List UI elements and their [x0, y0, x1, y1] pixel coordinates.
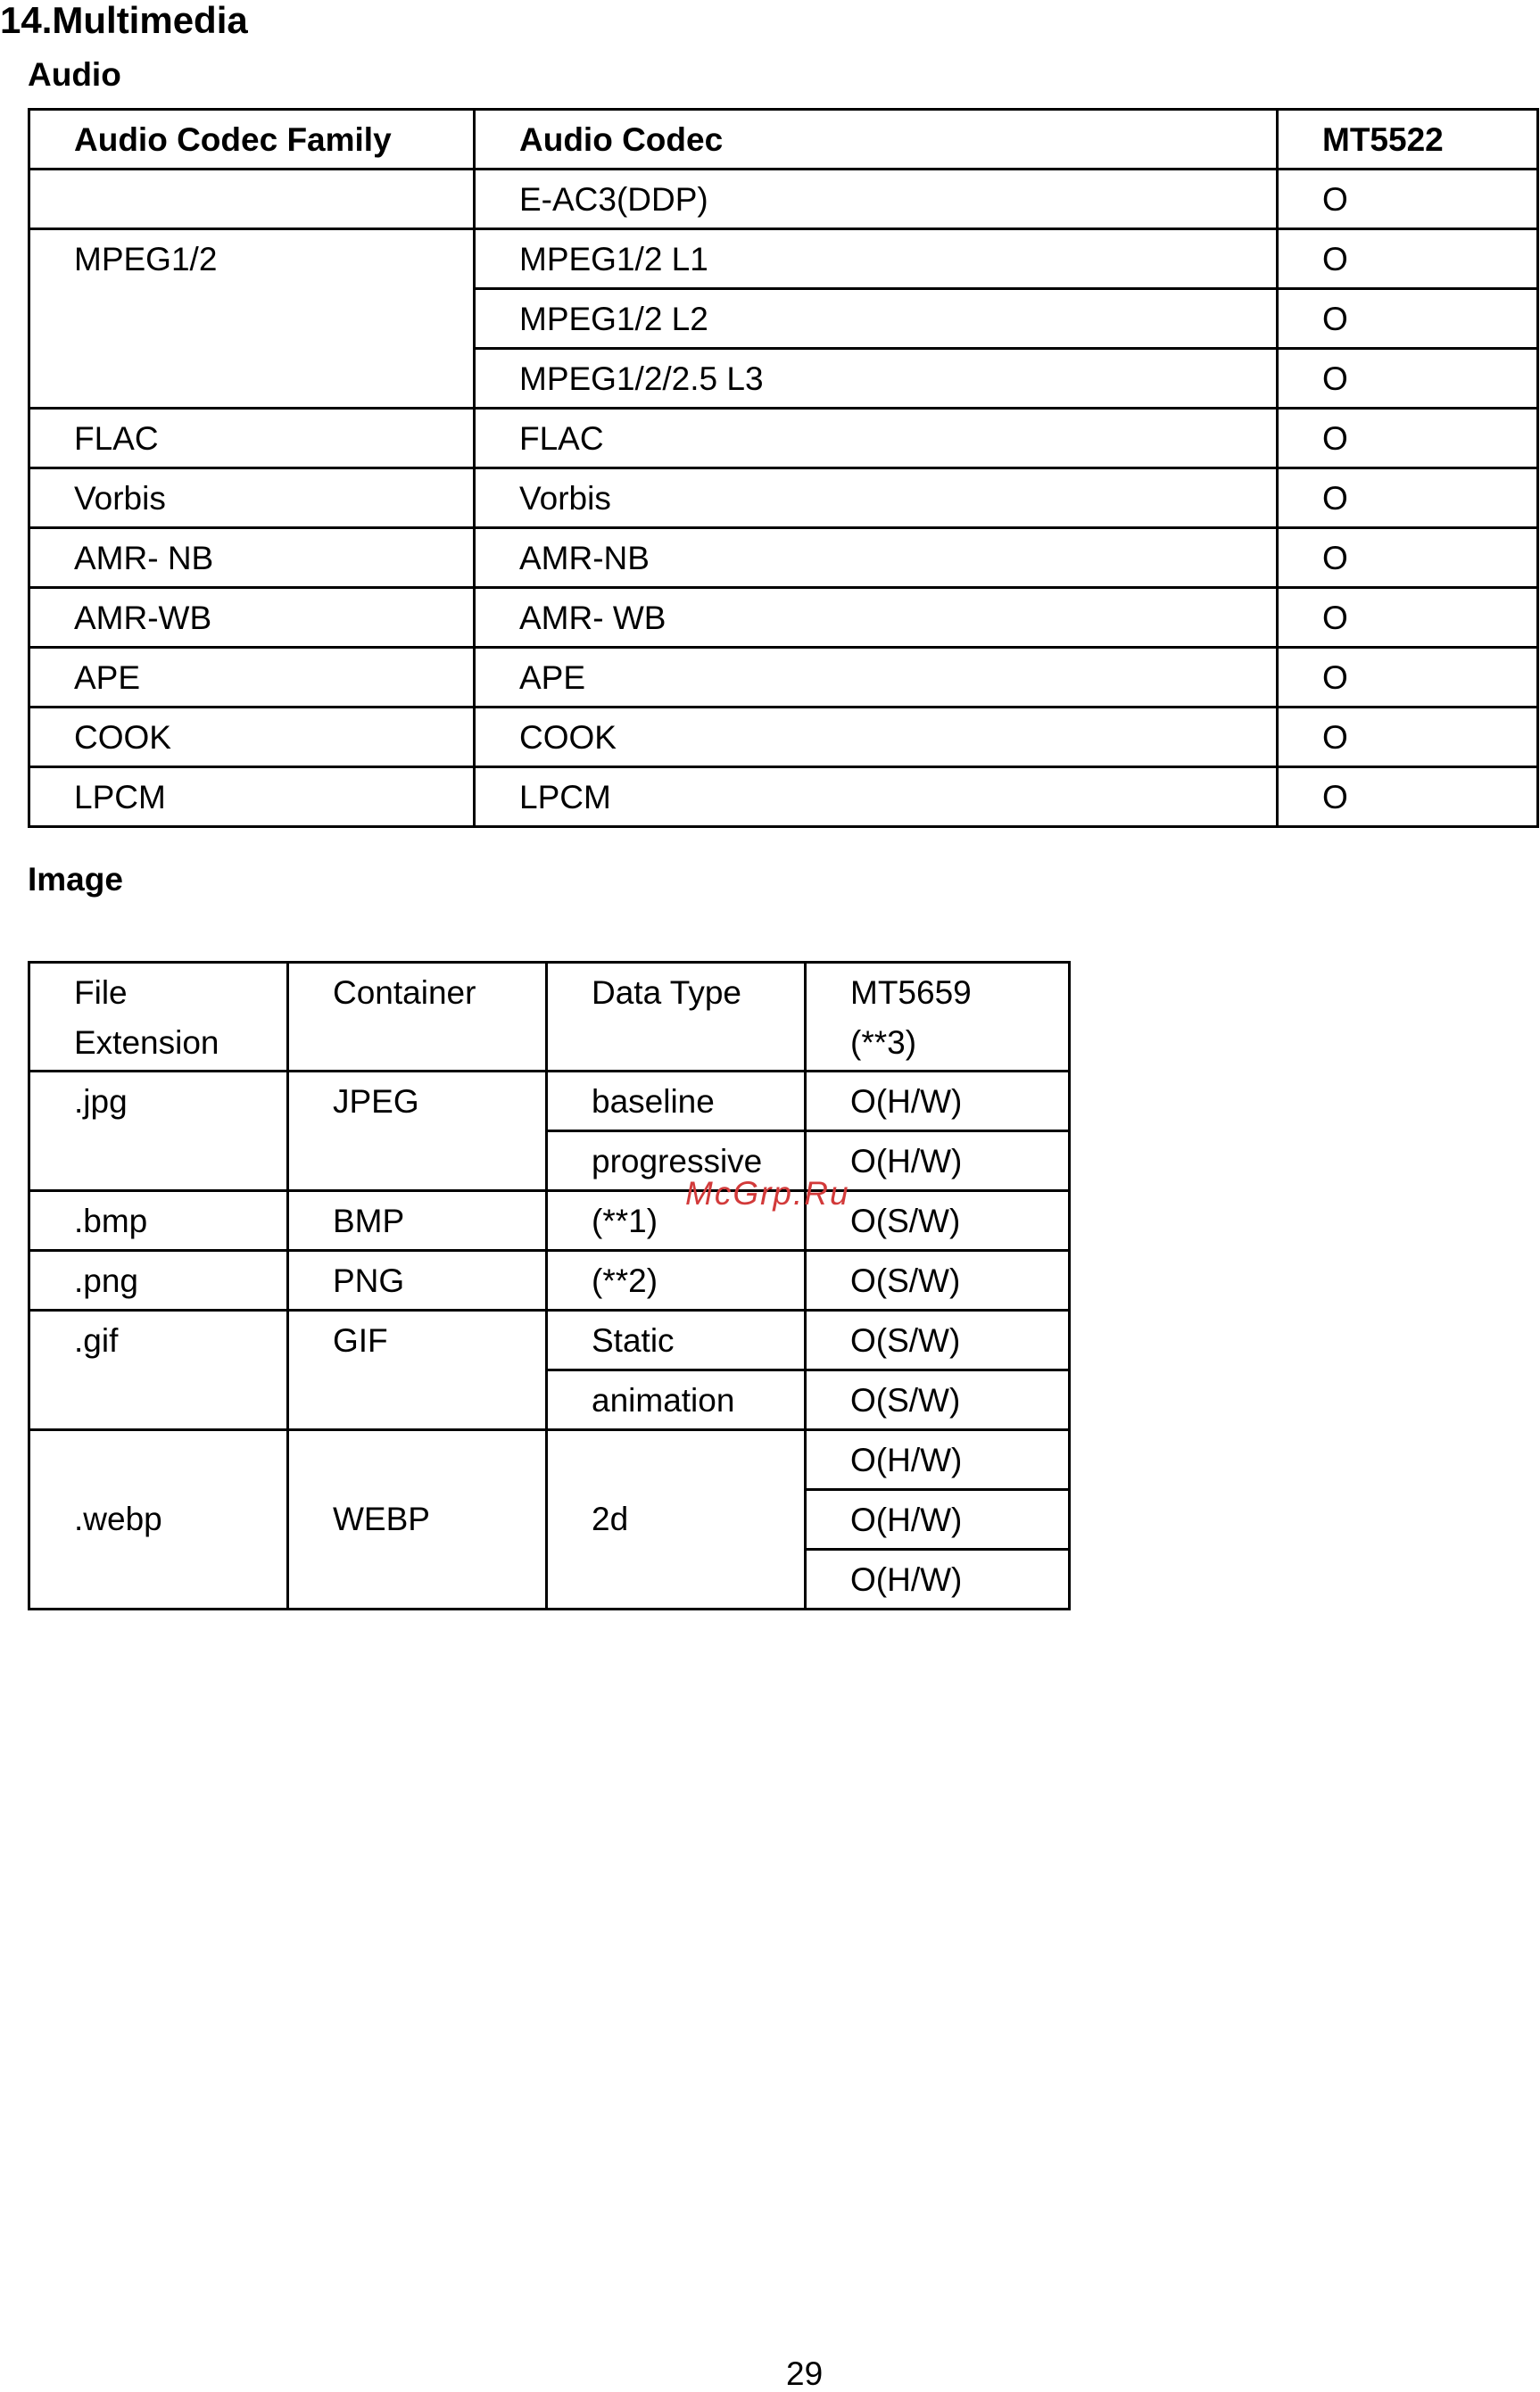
support-cell: O(S/W) [806, 1191, 1070, 1251]
table-row [29, 1251, 1070, 1311]
data-type-cell: (**1) [547, 1191, 806, 1251]
container-cell: GIF [288, 1311, 547, 1430]
table-row [29, 409, 1538, 468]
codec-cell: AMR-NB [475, 528, 1278, 588]
table-row [29, 528, 1538, 588]
support-cell: O [1278, 409, 1538, 468]
header-file-extension [29, 963, 288, 1072]
watermark: McGrp.Ru [685, 1175, 850, 1212]
codec-cell: MPEG1/2 L1 [475, 229, 1278, 289]
header-audio-codec: Audio Codec [475, 110, 1278, 170]
support-cell: O(H/W) [806, 1072, 1070, 1131]
container-cell: WEBP [288, 1430, 547, 1610]
data-type-cell: 2d [547, 1430, 806, 1610]
container-cell: JPEG [288, 1072, 547, 1191]
header-mt5659-line2: (**3) [850, 1024, 917, 1061]
data-type-cell: Static [547, 1311, 806, 1370]
support-cell: O(H/W) [806, 1490, 1070, 1550]
table-header-row [29, 963, 1070, 1072]
header-mt5659-line1: MT5659 [850, 974, 972, 1011]
table-row [29, 1191, 1070, 1251]
support-cell: O(H/W) [806, 1430, 1070, 1490]
header-file-extension-line1: File [74, 974, 128, 1011]
codec-cell: APE [475, 648, 1278, 708]
table-row [29, 708, 1538, 767]
codec-cell: LPCM [475, 767, 1278, 827]
image-section-label: Image [28, 861, 123, 898]
support-cell: O [1278, 349, 1538, 409]
audio-codec-table [28, 108, 1539, 828]
table-row [29, 170, 1538, 229]
container-cell: BMP [288, 1191, 547, 1251]
extension-cell: .webp [29, 1430, 288, 1610]
table-header-row [29, 110, 1538, 170]
support-cell: O [1278, 528, 1538, 588]
support-cell: O(H/W) [806, 1131, 1070, 1191]
table-row [29, 588, 1538, 648]
extension-cell: .bmp [29, 1191, 288, 1251]
codec-cell: MPEG1/2 L2 [475, 289, 1278, 349]
support-cell: O [1278, 708, 1538, 767]
family-cell: AMR-WB [29, 588, 475, 648]
family-cell: FLAC [29, 409, 475, 468]
extension-cell: .jpg [29, 1072, 288, 1191]
extension-cell: .gif [29, 1311, 288, 1430]
table-row [29, 648, 1538, 708]
audio-section-label: Audio [28, 56, 121, 93]
support-cell: O(S/W) [806, 1311, 1070, 1370]
codec-cell: MPEG1/2/2.5 L3 [475, 349, 1278, 409]
header-mt5522: MT5522 [1278, 110, 1538, 170]
table-row [29, 767, 1538, 827]
codec-cell: E-AC3(DDP) [475, 170, 1278, 229]
support-cell: O(H/W) [806, 1550, 1070, 1610]
codec-cell: FLAC [475, 409, 1278, 468]
family-cell: Vorbis [29, 468, 475, 528]
support-cell: O [1278, 289, 1538, 349]
extension-cell: .png [29, 1251, 288, 1311]
header-data-type: Data Type [547, 963, 806, 1072]
support-cell: O [1278, 648, 1538, 708]
table-row [29, 229, 1538, 289]
family-cell: MPEG1/2 [29, 229, 475, 409]
data-type-cell: progressive [547, 1131, 806, 1191]
image-format-table [28, 961, 1071, 1610]
family-cell: AMR- NB [29, 528, 475, 588]
codec-cell: AMR- WB [475, 588, 1278, 648]
table-row [29, 468, 1538, 528]
table-row [29, 1072, 1070, 1131]
support-cell: O [1278, 767, 1538, 827]
support-cell: O [1278, 170, 1538, 229]
data-type-cell: animation [547, 1370, 806, 1430]
support-cell: O [1278, 588, 1538, 648]
header-mt5659 [806, 963, 1070, 1072]
support-cell: O [1278, 468, 1538, 528]
container-cell: PNG [288, 1251, 547, 1311]
support-cell: O(S/W) [806, 1251, 1070, 1311]
family-cell: APE [29, 648, 475, 708]
header-file-extension-line2: Extension [74, 1024, 219, 1061]
page-title: 14.Multimedia [0, 0, 248, 41]
support-cell: O [1278, 229, 1538, 289]
table-row [29, 1430, 1070, 1490]
header-container: Container [288, 963, 547, 1072]
page-number: 29 [786, 2355, 824, 2392]
support-cell: O(S/W) [806, 1370, 1070, 1430]
family-cell [29, 170, 475, 229]
family-cell: COOK [29, 708, 475, 767]
data-type-cell: (**2) [547, 1251, 806, 1311]
codec-cell: COOK [475, 708, 1278, 767]
family-cell: LPCM [29, 767, 475, 827]
table-row [29, 1311, 1070, 1370]
codec-cell: Vorbis [475, 468, 1278, 528]
data-type-cell: baseline [547, 1072, 806, 1131]
header-audio-codec-family: Audio Codec Family [29, 110, 475, 170]
